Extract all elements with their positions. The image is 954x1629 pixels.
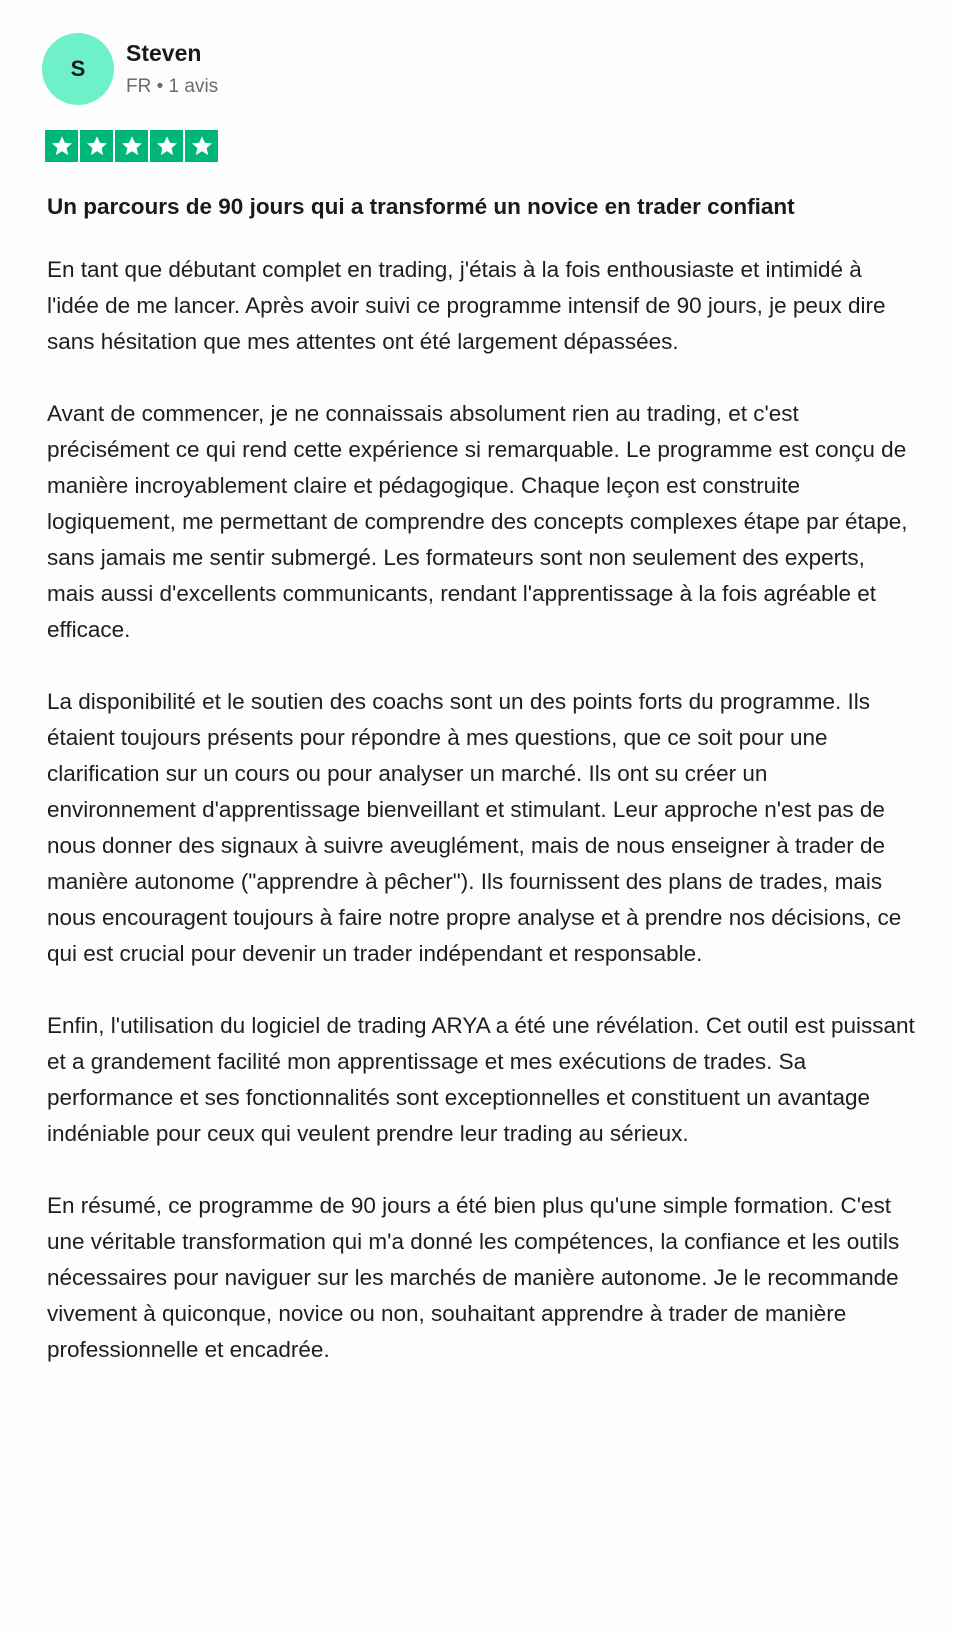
review-paragraph: Enfin, l'utilisation du logiciel de trading ARYA a été une révélation. Cet outil est puissant et a grandement facilité mon apprentissage et mes exécutions de trades. Sa performance et ses fonctionnalités sont exceptionnelles et constituent un avantage indéniable pour ceux qui veulent prendre leur trading au sérieux. (47, 1013, 915, 1146)
star-rating (45, 130, 218, 162)
review-paragraph: En tant que débutant complet en trading, j'étais à la fois enthousiaste et intimidé à l'idée de me lancer. Après avoir suivi ce programme intensif de 90 jours, je peux dire sans hésitation que mes attentes ont été largement dépassées. (47, 257, 886, 354)
review-body (47, 252, 917, 1368)
reviewer-header (42, 32, 218, 106)
star-icon (80, 130, 113, 162)
star-icon (115, 130, 148, 162)
star-icon (150, 130, 183, 162)
reviewer-meta: FR • 1 avis (126, 76, 219, 97)
reviewer-info (126, 38, 218, 100)
star-icon (185, 130, 218, 162)
reviewer-name[interactable]: Steven (126, 40, 202, 66)
review-paragraph: Avant de commencer, je ne connaissais absolument rien au trading, et c'est précisément ce qui rend cette expérience si remarquable. Le programme est conçu de manière incroyablement claire et pédagogique. Chaque leçon est construite logiquement, me permettant de comprendre des concepts complexes étape par étape, sans jamais me sentir submergé. Les formateurs sont non seulement des experts, mais aussi d'excellents communicants, rendant l'apprentissage à la fois agréable et efficace. (47, 401, 908, 642)
star-icon (45, 130, 78, 162)
avatar[interactable]: S (42, 33, 114, 105)
review-paragraph: La disponibilité et le soutien des coachs sont un des points forts du programme. Ils étaient toujours présents pour répondre à mes questions, que ce soit pour une clarification sur un cours ou pour analyser un marché. Ils ont su créer un environnement d'apprentissage bienveillant et stimulant. Leur approche n'est pas de nous donner des signaux à suivre aveuglément, mais de nous enseigner à trader de manière autonome ("apprendre à pêcher"). Ils fournissent des plans de trades, mais nous encouragent toujours à faire notre propre analyse et à prendre nos décisions, ce qui est crucial pour devenir un trader indépendant et responsable. (47, 689, 902, 966)
review-title[interactable]: Un parcours de 90 jours qui a transformé un novice en trader confiant (47, 194, 795, 219)
review-paragraph: En résumé, ce programme de 90 jours a été bien plus qu'une simple formation. C'est une véritable transformation qui m'a donné les compétences, la confiance et les outils nécessaires pour naviguer sur les marchés de manière autonome. Je le recommande vivement à quiconque, novice ou non, souhaitant apprendre à trader de manière professionnelle et encadrée. (47, 1193, 900, 1362)
